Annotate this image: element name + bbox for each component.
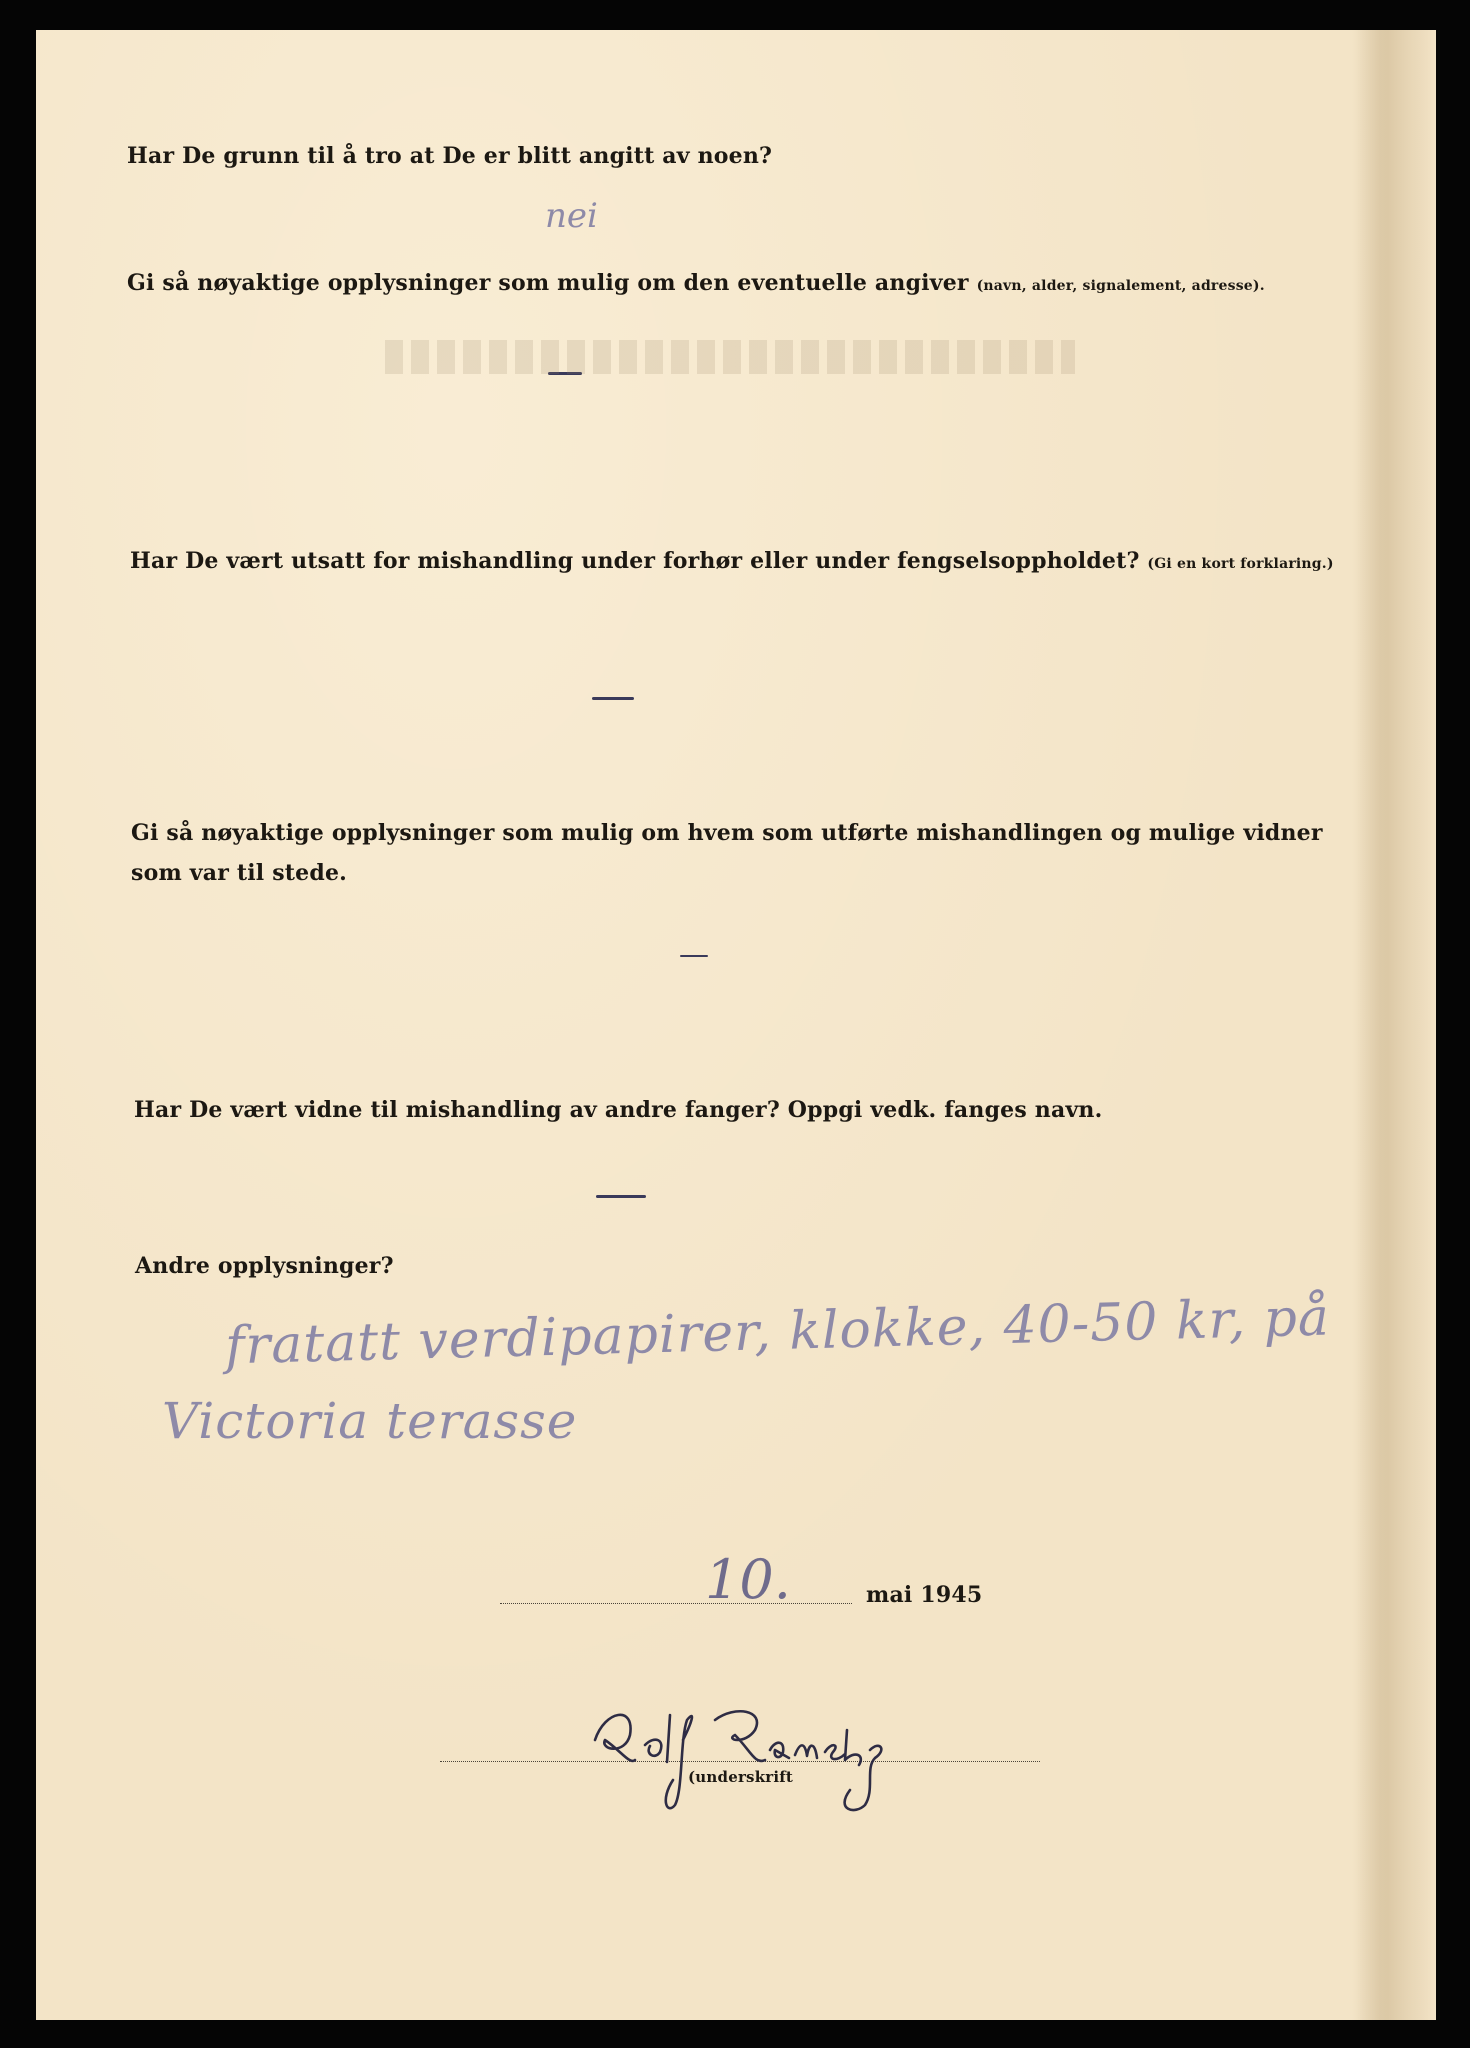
question-informer-details: [127, 270, 1265, 296]
question-mistreatment-hint: (Gi en kort forklaring.): [1147, 556, 1334, 572]
question-perpetrators-line2: som var til stede.: [131, 860, 348, 886]
signature-label: (underskrift: [688, 1768, 794, 1786]
question-perpetrators-line1: Gi så nøyaktige opplysninger som mulig om hvem som utførte mishandlingen og mulige vidner: [131, 820, 1323, 846]
answer-informer: nei: [545, 196, 598, 236]
page-fold-shadow: [1356, 30, 1436, 2020]
question-witness: Har De vært vidne til mishandling av andre fanger? Oppgi vedk. fanges navn.: [134, 1097, 1103, 1123]
question-mistreatment: [130, 548, 1334, 574]
answer-dash: [592, 697, 634, 700]
answer-dash: [596, 1195, 646, 1198]
question-informer-details-hint: (navn, alder, signalement, adresse).: [976, 278, 1265, 294]
signature-handwritten: [575, 1680, 895, 1820]
bleed-through-text: [385, 340, 1075, 374]
date-month-year: mai 1945: [866, 1582, 983, 1608]
answer-dash: [680, 955, 708, 957]
date-line: [500, 1603, 852, 1604]
answer-other-info-line2: Victoria terasse: [162, 1392, 578, 1450]
date-day-handwritten: 10.: [705, 1548, 791, 1611]
question-informer-details-text: Gi så nøyaktige opplysninger som mulig om den eventuelle angiver: [127, 270, 969, 296]
question-mistreatment-text: Har De vært utsatt for mishandling under forhør eller under fengselsoppholdet?: [130, 548, 1140, 574]
question-other-info: Andre opplysninger?: [135, 1253, 394, 1279]
question-informer: Har De grunn til å tro at De er blitt angitt av noen?: [127, 143, 773, 169]
answer-other-info-line1: fratatt verdipapirer, klokke, 40-50 kr, på: [224, 1287, 1331, 1377]
